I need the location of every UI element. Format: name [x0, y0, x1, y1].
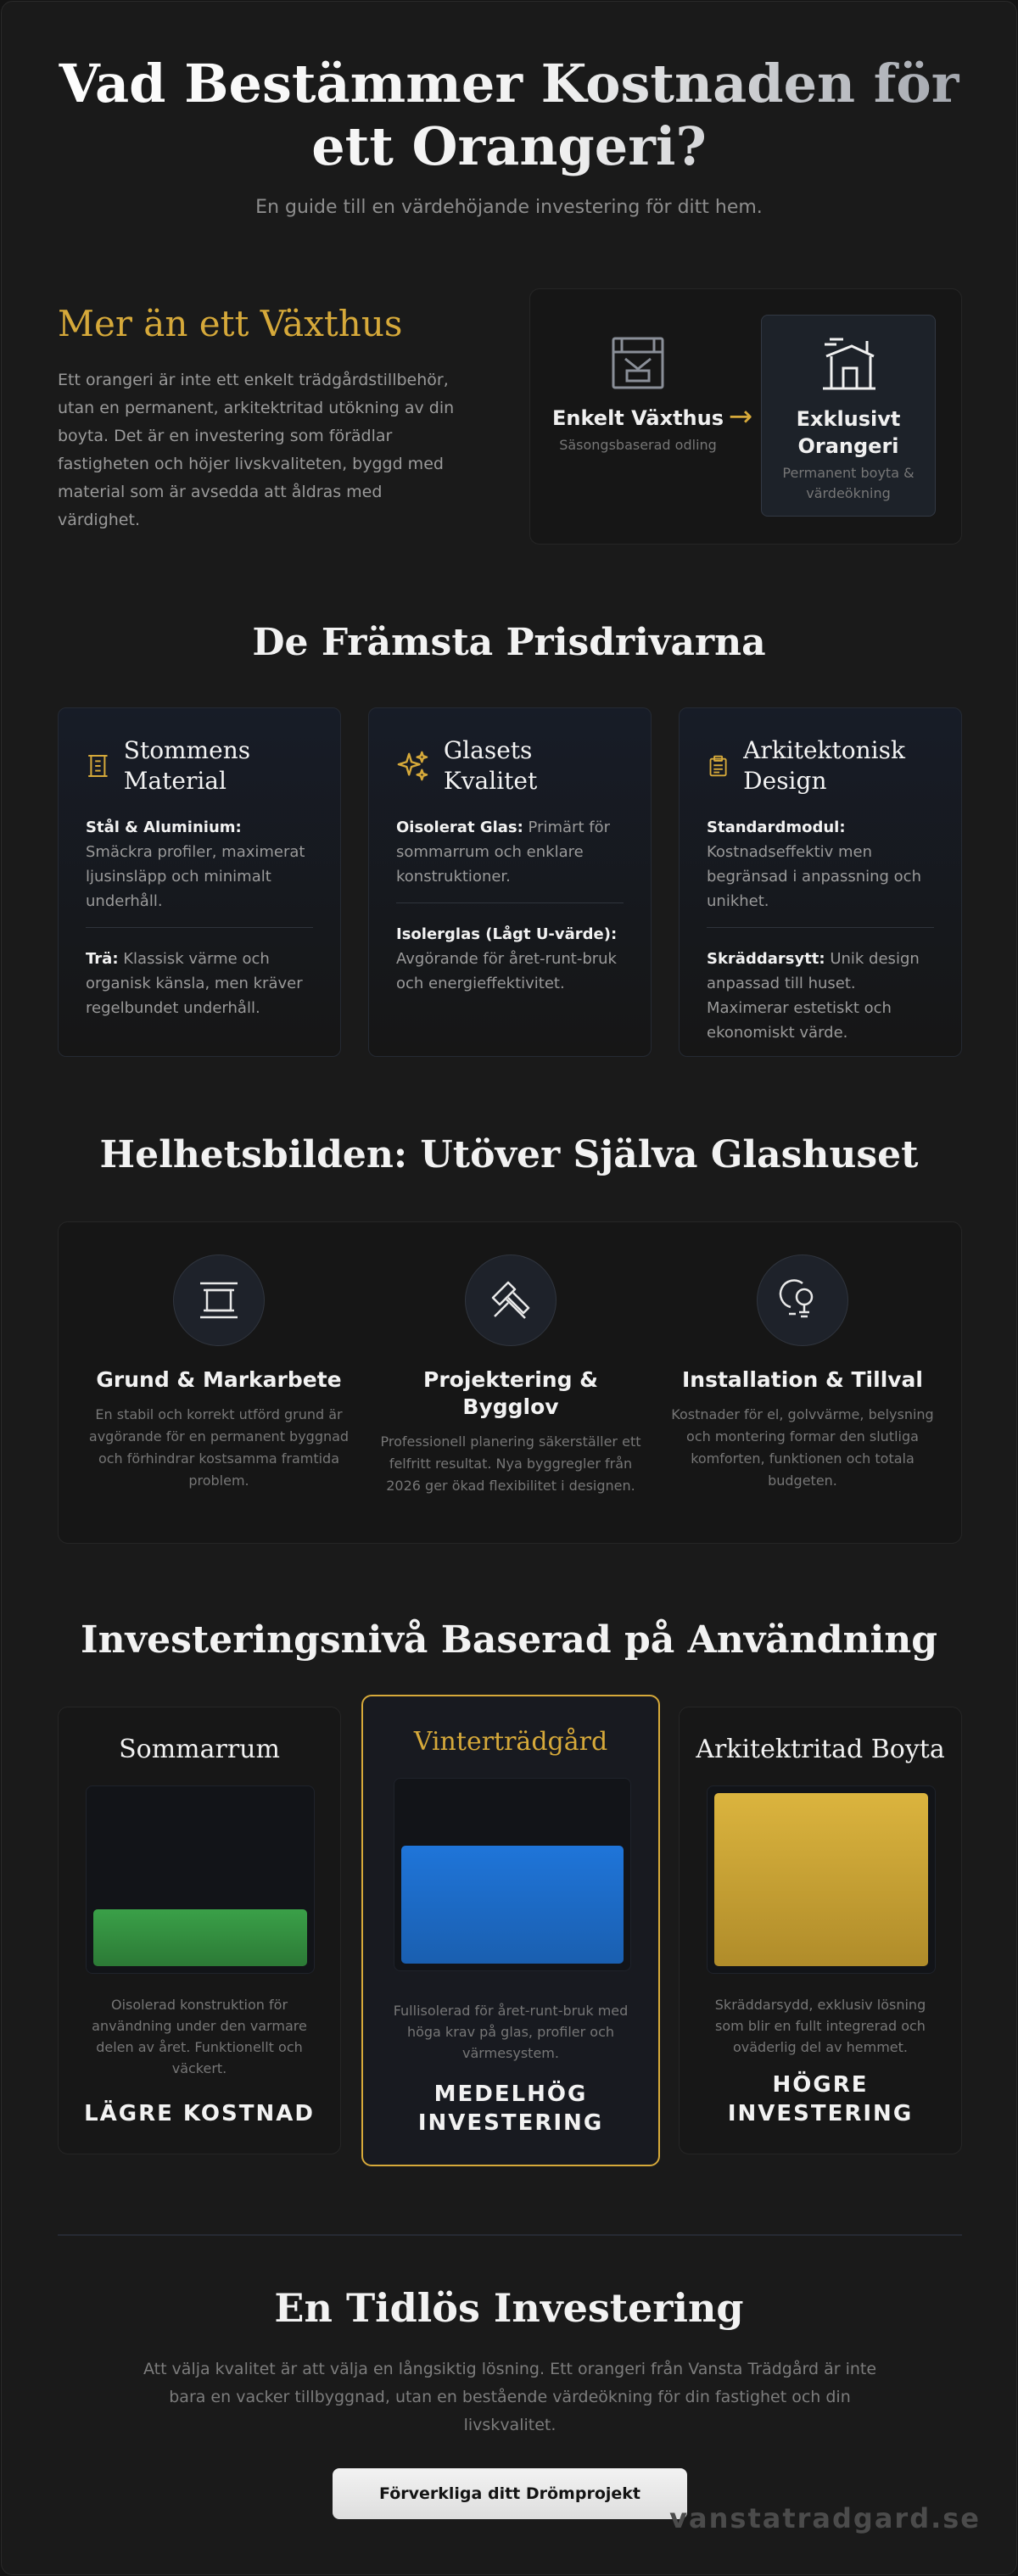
- driver-item: Stål & Aluminium: Smäckra profiler, maximerat ljusinsläpp och minimalt underhåll.: [86, 819, 305, 910]
- whole-col-desc: Professionell planering säkerställer ett felfritt resultat. Nya byggregler från 2026 ger ökad flexibilitet i designen.: [380, 1433, 641, 1494]
- levels-title: Investeringsnivå Baserad på Användning: [80, 1618, 937, 1662]
- brand-watermark: vanstatradgard.se: [669, 2502, 981, 2534]
- sparkles-icon: [396, 748, 430, 784]
- driver-item: Isolerglas (Lågt U-värde): Avgörande för året-runt-bruk och energieffektivitet.: [396, 925, 618, 992]
- cta-button[interactable]: Förverkliga ditt Drömprojekt: [333, 2468, 687, 2519]
- tier-meter-bar: [401, 1846, 624, 1964]
- tier-architect: [679, 1707, 962, 2154]
- tier-meter: [86, 1785, 315, 1974]
- whole-col-title: Projektering & Bygglov: [423, 1367, 598, 1419]
- driver-item: Standardmodul: Kostnadseffektiv men begränsad i anpassning och unikhet.: [707, 819, 921, 910]
- page: [1, 1, 1017, 2575]
- scroll-icon: [86, 750, 110, 782]
- driver-title: Glasets Kvalitet: [443, 736, 538, 795]
- clipboard-icon: [707, 750, 730, 782]
- divider: [86, 927, 313, 928]
- comparison-greenhouse: [551, 315, 725, 517]
- tier-desc: Fullisolerad för året-runt-bruk med höga krav på glas, profiler och värmesystem.: [393, 2003, 629, 2061]
- tier-winter: [361, 1695, 660, 2166]
- whole-col-foundation: [87, 1254, 350, 1492]
- hero: [2, 53, 1016, 218]
- driver-item: Skräddarsytt: Unik design anpassad till huset. Maximerar estetiskt och ekonomiskt värde.: [707, 950, 920, 1042]
- orangery-house-icon: [818, 334, 879, 394]
- comparison-orangery-title: Exklusivt Orangeri: [796, 407, 901, 458]
- driver-card-frame: [58, 707, 341, 1057]
- divider: [707, 927, 934, 928]
- driver-item: Oisolerat Glas: Primärt för sommarrum och enklare konstruktioner.: [396, 819, 610, 886]
- tier-desc: Skräddarsydd, exklusiv lösning som blir en fullt integrerad och oväderlig del av hemmet.: [714, 1997, 926, 2055]
- tier-meter-bar: [93, 1909, 307, 1966]
- tier-name: Sommarrum: [119, 1735, 280, 1764]
- whole-title: Helhetsbilden: Utöver Själva Glashuset: [99, 1133, 919, 1176]
- whole-col-title: Grund & Markarbete: [96, 1367, 342, 1392]
- tier-desc: Oisolerad konstruktion för användning under den varmare delen av året. Funktionellt och väckert.: [92, 1997, 307, 2076]
- whole-col-installation: [671, 1254, 934, 1492]
- intro-body: Ett orangeri är inte ett enkelt trädgårdstillbehör, utan en permanent, arkitektritad utökning av din boyta. Det är en investering som förädlar fastigheten och höjer livskvaliteten, byggd med material som är avsedda att åldras med värdighet.: [58, 371, 455, 529]
- tier-name: Vinterträdgård: [413, 1727, 608, 1757]
- whole-picture-card: [58, 1221, 962, 1544]
- driver-item: Trä: Klassisk värme och organisk känsla, men kräver regelbundet underhåll.: [86, 950, 303, 1017]
- foundation-icon: [195, 1277, 243, 1324]
- intro-section: [58, 303, 465, 534]
- tier-meter: [707, 1785, 936, 1974]
- page-subtitle: En guide till en värdehöjande investering för ditt hem.: [255, 197, 763, 218]
- comparison-orangery: [761, 315, 936, 517]
- comparison-greenhouse-sub: Säsongsbaserad odling: [559, 437, 717, 453]
- drivers-title: De Främsta Prisdrivarna: [252, 621, 766, 664]
- comparison-greenhouse-title: Enkelt Växthus: [552, 406, 724, 430]
- tier-level: MEDELHÖG INVESTERING: [417, 2081, 604, 2136]
- closing-title: En Tidlös Investering: [274, 2285, 744, 2331]
- whole-col-desc: En stabil och korrekt utförd grund är avgörande för en permanent byggnad och förhindrar kostsamma framtida problem.: [88, 1406, 350, 1489]
- arrow-right-icon: →: [728, 400, 753, 433]
- lightbulb-icon: [779, 1277, 826, 1324]
- tools-icon: [486, 1276, 535, 1325]
- driver-title: Stommens Material: [123, 736, 251, 795]
- tier-level: HÖGRE INVESTERING: [727, 2072, 914, 2126]
- tier-meter: [394, 1778, 631, 1971]
- divider: [396, 902, 624, 903]
- driver-title: Arkitektonisk Design: [743, 736, 905, 795]
- closing-text: Att välja kvalitet är att välja en långsiktig lösning. Ett orangeri från Vansta Trädgård är inte bara en vacker tillbyggnad, utan en bestående värdeökning för din fastighet och din livskvalitet.: [143, 2360, 877, 2434]
- whole-col-planning: [379, 1254, 642, 1497]
- comparison-card: [529, 288, 962, 545]
- comparison-orangery-sub: Permanent boyta & värdeökning: [782, 465, 915, 501]
- section-divider: [58, 2234, 962, 2236]
- tier-summer: [58, 1707, 341, 2154]
- driver-card-design: [679, 707, 962, 1057]
- whole-col-desc: Kostnader för el, golvvärme, belysning och montering formar den slutliga komforten, funktionen och totala budgeten.: [671, 1406, 934, 1489]
- tier-level: LÄGRE KOSTNAD: [84, 2101, 315, 2126]
- page-title: Vad Bestämmer Kostnaden för ett Orangeri?: [2, 53, 1016, 178]
- tier-meter-bar: [714, 1793, 928, 1966]
- intro-heading: Mer än ett Växthus: [58, 303, 403, 344]
- tier-name: Arkitektritad Boyta: [696, 1735, 945, 1764]
- whole-col-title: Installation & Tillval: [681, 1367, 923, 1392]
- driver-card-glass: [368, 707, 652, 1057]
- greenhouse-box-icon: [608, 333, 668, 393]
